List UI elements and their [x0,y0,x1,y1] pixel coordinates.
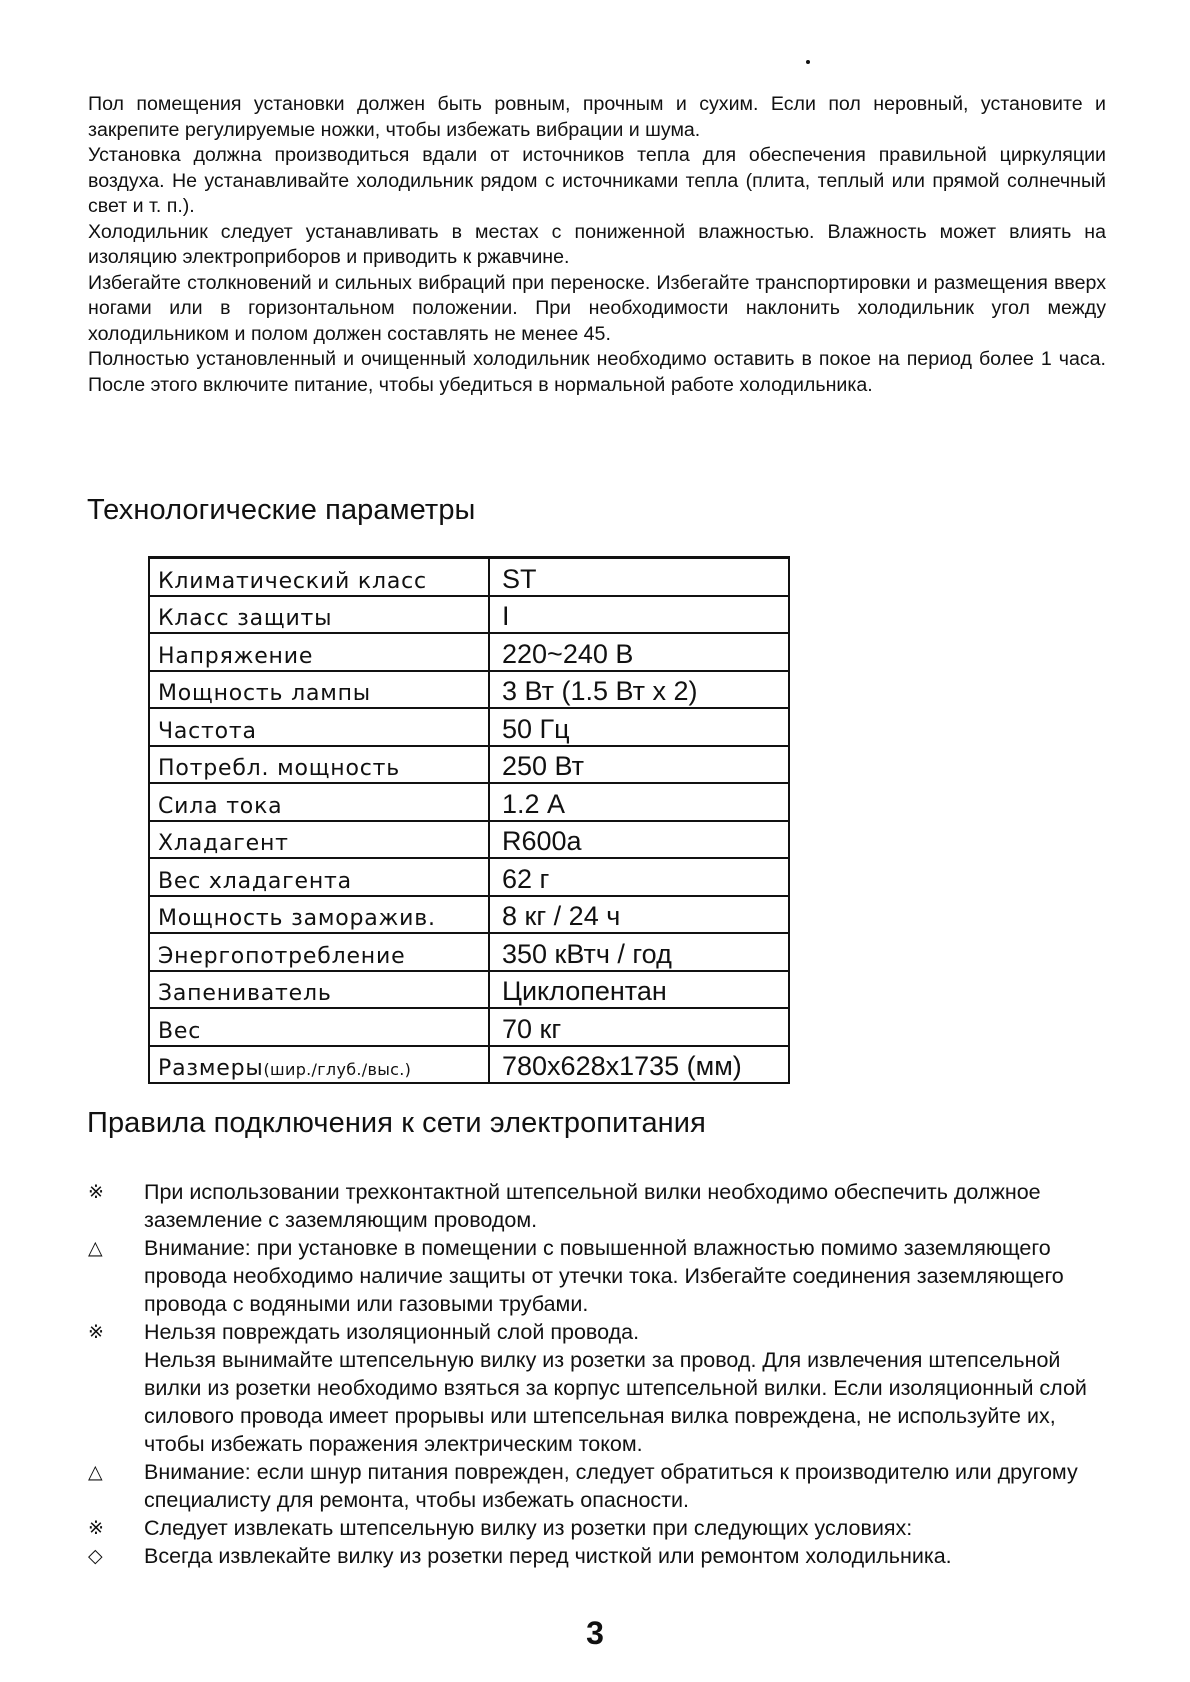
spec-label: Хладагент [149,821,489,859]
spec-value: Циклопентан [489,971,789,1009]
table-row [149,783,789,821]
table-row [149,821,789,859]
rule-text: При использовании трехконтактной штепсельной вилки необходимо обеспечить должное заземление с заземляющим проводом. [144,1180,1041,1232]
spec-value: 1.2 А [489,783,789,821]
spec-label-dimensions [149,1046,489,1084]
spec-value: 350 кВтч / год [489,933,789,971]
intro-paragraph: Пол помещения установки должен быть ровным, прочным и сухим. Если пол неровный, установите и закрепите регулируемые ножки, чтобы избежать вибрации и шума. [88,93,1106,141]
table-row [149,708,789,746]
spec-label: Напряжение [149,633,489,671]
spec-value: 220~240 В [489,633,789,671]
spec-label: Частота [149,708,489,746]
spec-value: 250 Вт [489,746,789,784]
spec-value: 50 Гц [489,708,789,746]
reference-mark-icon: ※ [88,1181,104,1203]
params-heading: Технологические параметры [87,494,476,526]
rule-item [88,1178,1118,1234]
spec-value: 780x628x1735 (мм) [489,1046,789,1084]
spec-value: 62 г [489,858,789,896]
spec-label: Потребл. мощность [149,746,489,784]
intro-text [88,92,1106,398]
table-row [149,858,789,896]
intro-paragraph: Холодильник следует устанавливать в местах с пониженной влажностью. Влажность может влиять на изоляцию электроприборов и приводить к ржавчине. [88,220,1106,268]
rule-item [88,1234,1118,1318]
table-row [149,558,789,596]
intro-paragraph: Установка должна производиться вдали от источников тепла для обеспечения правильной циркуляции воздуха. Не устанавливайте холодильник рядом с источниками тепла (плита, теплый или прямой солнечный свет и т. п.). [88,144,1106,217]
spec-label: Сила тока [149,783,489,821]
reference-mark-icon: ※ [88,1321,104,1343]
table-row [149,596,789,634]
table-row [149,633,789,671]
spec-value: ST [489,558,789,596]
spec-label: Вес хладагента [149,858,489,896]
spec-label: Мощность заморажив. [149,896,489,934]
spec-value: 70 кг [489,1008,789,1046]
rules-list [88,1178,1118,1570]
rule-text: Нельзя вынимайте штепсельную вилку из розетки за провод. Для извлечения штепсельной вилки из розетки необходимо взяться за корпус штепсельной вилки. Если изоляционный слой силового провода имеет прорывы или штепсельная вилка повреждена, не используйте их, чтобы избежать поражения электрическим током. [144,1348,1087,1456]
spec-value: R600a [489,821,789,859]
rule-text: Внимание: при установке в помещении с повышенной влажностью помимо заземляющего провода необходимо наличие защиты от утечки тока. Избегайте соединения заземляющего провода с водяными или газовыми трубами. [144,1236,1064,1316]
warning-triangle-icon: △ [88,1237,103,1259]
spec-label: Запениватель [149,971,489,1009]
table-row [149,1008,789,1046]
rule-text: Внимание: если шнур питания поврежден, следует обратиться к производителю или другому специалисту для ремонта, чтобы избежать опасности. [144,1460,1078,1512]
rule-item [88,1514,1118,1542]
spec-label: Мощность лампы [149,671,489,709]
spec-label: Энергопотребление [149,933,489,971]
table-row [149,971,789,1009]
rules-heading: Правила подключения к сети электропитания [87,1107,706,1139]
table-row [149,746,789,784]
warning-triangle-icon: △ [88,1461,103,1483]
spec-label: Вес [149,1008,489,1046]
table-row [149,671,789,709]
stray-dot [806,60,810,64]
rule-text: Нельзя повреждать изоляционный слой провода. [144,1320,640,1344]
intro-paragraph: Полностью установленный и очищенный холодильник необходимо оставить в покое на период более 1 часа. После этого включите питание, чтобы убедиться в нормальной работе холодильника. [88,348,1106,396]
spec-label-sub: (шир./глуб./выс.) [263,1060,412,1079]
rule-item [88,1458,1118,1514]
rule-item [88,1318,1118,1346]
rule-text: Следует извлекать штепсельную вилку из розетки при следующих условиях: [144,1516,913,1540]
spec-label: Климатический класс [149,558,489,596]
specs-table [148,556,790,1084]
rule-item [88,1346,1118,1458]
reference-mark-icon: ※ [88,1517,104,1539]
rule-item [88,1542,1118,1570]
spec-label: Размеры [158,1056,264,1081]
table-row [149,1046,789,1084]
diamond-icon: ◇ [88,1545,103,1567]
rule-text: Всегда извлекайте вилку из розетки перед чисткой или ремонтом холодильника. [144,1544,952,1568]
intro-paragraph: Избегайте столкновений и сильных вибраций при переноске. Избегайте транспортировки и размещения вверх ногами или в горизонтальном положении. При необходимости наклонить холодильник угол между холодильником и полом должен составлять не менее 45. [88,271,1106,345]
spec-label: Класс защиты [149,596,489,634]
spec-value: 3 Вт (1.5 Вт х 2) [489,671,789,709]
table-row [149,933,789,971]
spec-value: I [489,596,789,634]
table-row [149,896,789,934]
blank-symbol [88,1346,144,1458]
page-number: 3 [586,1615,604,1651]
spec-value: 8 кг / 24 ч [489,896,789,934]
